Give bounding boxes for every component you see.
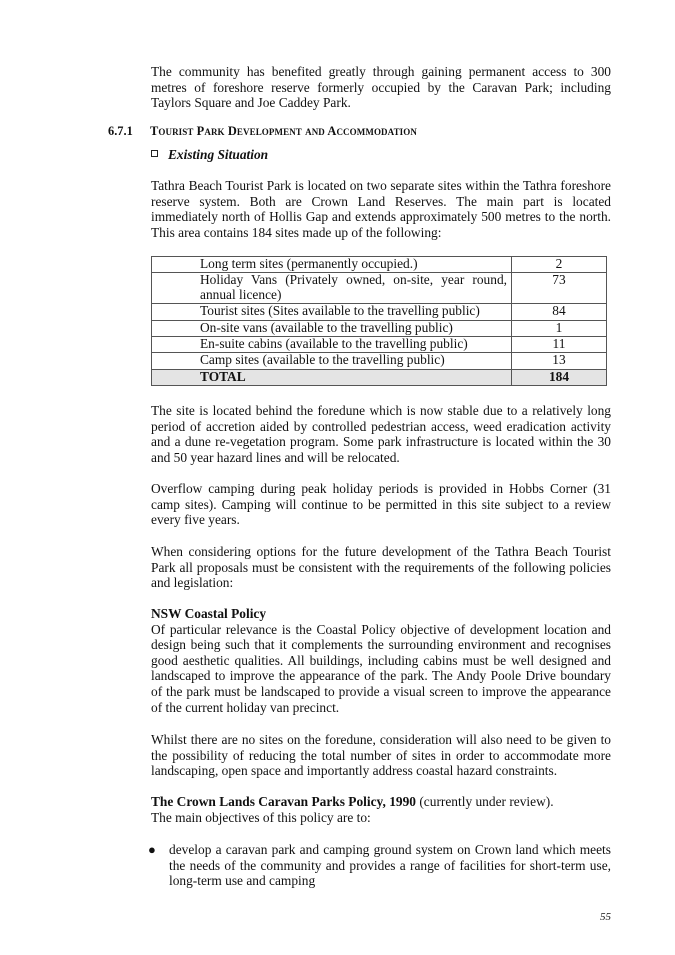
crown-policy-suffix: (currently under review). [416,794,554,809]
sites-table [151,256,607,386]
table-row [152,257,607,273]
crown-policy-title: The Crown Lands Caravan Parks Policy, 1990 [151,794,416,809]
row-label: Holiday Vans (Privately owned, on-site, year round, annual licence) [152,273,512,304]
options-paragraph: When considering options for the future development of the Tathra Beach Tourist Park all proposals must be consistent with the requirements of the following policies and legislation: [151,544,611,591]
crown-policy-section [151,794,611,825]
section-heading [108,124,417,139]
table-row [152,304,607,320]
row-label: On-site vans (available to the travelling public) [152,320,512,336]
coastal-policy-title: NSW Coastal Policy [151,606,267,621]
row-label: Long term sites (permanently occupied.) [152,257,512,273]
row-value: 13 [512,353,607,369]
table-row [152,273,607,304]
table-row [152,320,607,336]
row-label: Tourist sites (Sites available to the travelling public) [152,304,512,320]
row-value: 84 [512,304,607,320]
row-value: 11 [512,337,607,353]
subheading [151,147,268,163]
section-number: 6.7.1 [108,124,133,138]
coastal-policy-text: Of particular relevance is the Coastal Policy objective of development location and design being such that it complements the surrounding environment and recognises good aesthetic qualities. All buildings, including cabins must be well designed and landscaped to improve the appearance of the park. The Andy Poole Drive boundary of the park must be landscaped to provide a visual screen to improve the appearance of the current holiday van precinct. [151,621,611,715]
row-value: 1 [512,320,607,336]
bullet-item: develop a caravan park and camping ground system on Crown land which meets the needs of the community and provides a range of facilities for short-term use, long-term use and camping [169,842,611,889]
bullet-dot-icon: ● [148,842,156,857]
page-number: 55 [600,911,611,923]
table-total-row [152,369,607,385]
location-paragraph: Tathra Beach Tourist Park is located on two separate sites within the Tathra foreshore reserve system. Both are Crown Land Reserves. The main part is located immediately north of Hollis Gap and extends approximately 500 metres to the north. This area contains 184 sites made up of the following: [151,178,611,240]
total-value: 184 [512,369,607,385]
whilst-paragraph: Whilst there are no sites on the foredune, consideration will also need to be given to the possibility of reducing the total number of sites in order to accommodate more landscaping, open space and importantly address coastal hazard constraints. [151,732,611,779]
section-title: Tourist Park Development and Accommodation [150,124,417,138]
coastal-policy-section [151,606,611,715]
table-row [152,353,607,369]
checkbox-bullet-icon [151,150,158,157]
row-value: 2 [512,257,607,273]
total-label: TOTAL [152,369,512,385]
subheading-text: Existing Situation [168,147,269,162]
crown-policy-intro: The main objectives of this policy are to: [151,809,371,825]
row-label: En-suite cabins (available to the travelling public) [152,337,512,353]
row-label: Camp sites (available to the travelling public) [152,353,512,369]
row-value: 73 [512,273,607,304]
intro-paragraph: The community has benefited greatly through gaining permanent access to 300 metres of foreshore reserve formerly occupied by the Caravan Park; including Taylors Square and Joe Caddey Park. [151,64,611,111]
overflow-paragraph: Overflow camping during peak holiday periods is provided in Hobbs Corner (31 camp sites). Camping will continue to be permitted in this site subject to a review every five years. [151,481,611,528]
foredune-paragraph: The site is located behind the foredune which is now stable due to a relatively long period of accretion aided by controlled pedestrian access, weed eradication activity and a dune re-vegetation program. Some park infrastructure is located within the 30 and 50 year hazard lines and will be relocated. [151,403,611,465]
table-row [152,337,607,353]
